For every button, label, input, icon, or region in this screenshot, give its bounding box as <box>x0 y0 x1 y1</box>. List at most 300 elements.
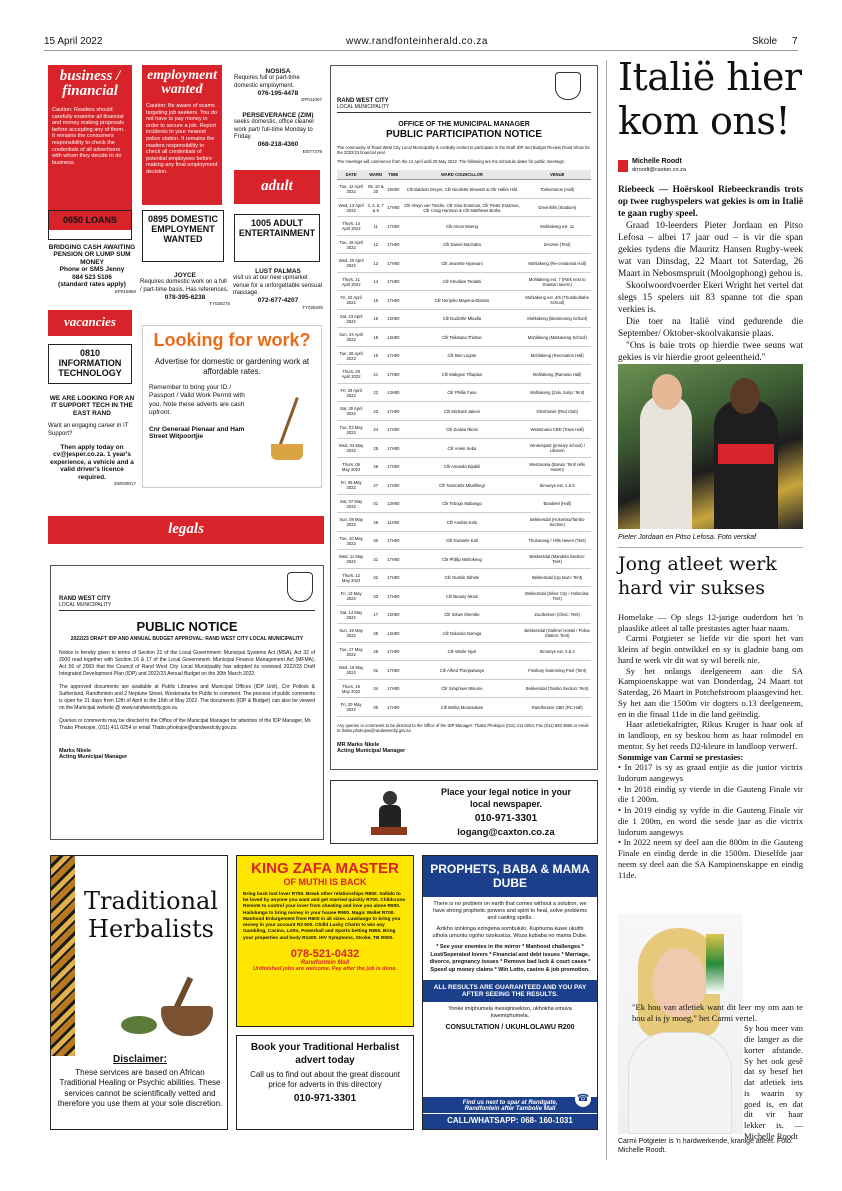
schedule-cell: Thurs, 14 April 2022 <box>337 217 365 236</box>
schedule-cell: 01 <box>365 494 386 513</box>
perseverance-ad <box>234 112 322 154</box>
schedule-cell: 17H00 <box>386 439 400 458</box>
schedule-cell: Sat, 07 May 2022 <box>337 494 365 513</box>
participation-intro: The community of Rand West City Local Municipality is cordially invited to participate in the Draft IDP and Budget Review Road Show for the 2022/23 financial year. <box>337 145 590 156</box>
prophets-p2: Azikho izinkinga ezingena sombululo. Kuphuma kuwe ukuthi uthola umuntu ogoho ozokusiza, Woza kubaba no mama Dube. <box>432 926 588 940</box>
business-heading: business / financial <box>59 68 121 99</box>
schedule-row <box>337 642 591 661</box>
schedule-cell: Sat, 14 May 2022 <box>337 605 365 624</box>
schedule-row <box>337 550 591 569</box>
schedule-cell: Cllr Amos Moeng <box>401 217 524 236</box>
schedule-row <box>337 439 591 458</box>
schedule-row <box>337 217 591 236</box>
schedule-cell: 17H00 <box>386 254 400 273</box>
bridging-title: BRIDGING CASH AWAITING PENSION OR LUMP SUM MONEY <box>48 244 136 266</box>
schedule-cell: Mohlakeng ext. 7 (Park next to Dowson tavern) <box>523 272 591 291</box>
schedule-cell: Sat, 23 April 2022 <box>337 309 365 328</box>
work-address: Cnr Generaal Pienaar and Ham Street Witpoortjie <box>149 425 245 440</box>
schedule-cell: Cllr Dudzelle Mkudla <box>401 309 524 328</box>
book-ad-title: Book your Traditional Herbalist advert today <box>250 1042 400 1066</box>
joyce-ad <box>140 272 230 307</box>
schedule-cell: 17H00 <box>386 568 400 587</box>
schedule-cell: Cllr Phillip Ntshokeng <box>401 550 524 569</box>
schedule-row <box>337 328 591 347</box>
schedule-cell: Mohlakeng (Matsaneng School) <box>523 328 591 347</box>
it-ad <box>48 395 136 487</box>
vacancies-heading: vacancies <box>64 314 116 329</box>
participation-sign-name: MR Marks Nkele <box>337 741 380 748</box>
schedule-cell: 16 <box>365 309 386 328</box>
athlete-ribbon <box>706 934 724 994</box>
it-apply: Then apply today on cv@jesper.co.za. 1 year's experience, a vehicle and a valid driver's licence required. <box>50 443 134 481</box>
schedule-cell: 15 <box>365 291 386 310</box>
article-atleet-subhead: Sommige van Carmi se prestasies: <box>618 751 744 762</box>
schedule-cell: 23 <box>365 402 386 421</box>
prophets-ad <box>422 855 598 1130</box>
bridging-ref: EP015860 <box>114 288 136 294</box>
article-italie-quote: "Ons is baie trots op hierdie twee seuns wat gekies is vir hierdie groot geleentheid." <box>618 341 803 364</box>
disclaimer-heading: Disclaimer: <box>113 1054 167 1065</box>
schedule-cell: Cllr Ben Legote <box>401 346 524 365</box>
achievement-item: • In 2017 is sy as graad entjie as die junior victrix ludorum aangewys <box>618 762 803 784</box>
schedule-cell: Cllr Simphiwe Ntsume <box>401 679 524 698</box>
article-italie-para: Skoolwoordvoerder Ekeri Wright het vertel dat slegs 15 spelers uit 83 spanne tot die span verkies is. <box>618 281 803 316</box>
schedule-cell: Mohlakeng (Beatmoeng School) <box>523 309 591 328</box>
herbalists-box <box>50 855 228 1130</box>
schedule-cell: Cllr Oumile Sithole <box>401 568 524 587</box>
article-atleet-para: Sy het onlangs deelgeneem aan die SA Kampioenskappe wat van Donderdag, 24 Maart tot Saterdag, 26 Maart in Potchefstroom plaasgevind het. Sy het aan die 1500m vir dogters o.13 deelgeneem, en in die finaal 11de in die land geëindig. <box>618 665 803 719</box>
schedule-cell: 17H00 <box>386 420 400 439</box>
schedule-cell: 13H00 <box>386 624 400 643</box>
participation-sign-role: Acting Municipal Manager <box>337 747 406 754</box>
schedule-cell: 22 <box>365 383 386 402</box>
schedule-row <box>337 235 591 254</box>
schedule-cell: Cllr Mabgosi Tlhaplan <box>401 365 524 384</box>
prophets-p1: There is no problem on earth that comes without a solution, we have strong prophetic powers and spirit to heal, solve problems and casting spells. <box>432 900 588 922</box>
article-atleet-para: Carmi Potgieter se liefde vir die sport het van kleins af begin ontwikkel en sy is gladnie bang om hard te werk vir dit wat sy wil bereik nie. <box>618 633 803 665</box>
nosisa-title: NOSISA <box>265 68 291 75</box>
adult-category: 1005 ADULT ENTERTAINMENT <box>234 214 320 262</box>
schedule-cell: Cllr Alwyn van Tonder, Cllr Sina Erasmus, Cllr Pieter Erasmus, Cllr Craig Harrison & Cllr Matthews Botha <box>401 198 524 217</box>
business-financial-box <box>48 65 132 230</box>
schedule-row <box>337 254 591 273</box>
prophets-whatsapp[interactable]: CALL/WHATSAPP: 068- 160-1031 <box>423 1114 597 1129</box>
bridging-body: Phone or SMS Jenny <box>59 266 125 274</box>
article-italie-headline: Italië hier kom ons! <box>618 55 802 143</box>
schedule-cell: Mohlakeng (Zulu Jump: Tent) <box>523 383 591 402</box>
schedule-row <box>337 457 591 476</box>
schedule-cell: 24 <box>365 420 386 439</box>
schedule-cell: 34 <box>365 679 386 698</box>
schedule-cell: 26 <box>365 457 386 476</box>
notice-org: RAND WEST CITY <box>59 596 111 602</box>
schedule-cell: Thurs, 12 May 2022 <box>337 568 365 587</box>
schedule-cell: Cllr Anelisa Kolo <box>401 513 524 532</box>
schedule-cell: Cllr Tsikisana Thlotoe <box>401 328 524 347</box>
perseverance-title: PERSEVERANCE (ZIM) <box>242 112 314 119</box>
lust-title: LUST PALMAS <box>255 268 301 275</box>
schedule-cell: 32 <box>365 568 386 587</box>
schedule-cell: Cllr Baldwin Dreyer, Cllr Nicolette Klewietz & Cllr Hafiet Hild <box>401 180 524 199</box>
issue-date: 15 April 2022 <box>44 36 103 47</box>
king-zafa-location: Randfontein Mall <box>300 959 350 966</box>
bridging-phone: 084 523 5106 <box>72 273 112 281</box>
article-atleet-quote <box>618 1002 803 1142</box>
schedule-cell: Sat, 30 April 2022 <box>337 402 365 421</box>
schedule-header-cell: VENUE <box>523 170 591 180</box>
lust-phone: 072-677-4207 <box>257 297 299 305</box>
legals-banner <box>48 516 324 544</box>
schedule-cell: 17H00 <box>386 698 400 717</box>
adult-heading: adult <box>261 178 293 194</box>
perseverance-body: seeks domestic, office cleaner work part/ full-time Monday to Friday. <box>234 119 315 140</box>
schedule-cell: Cllr Phillie Fasu <box>401 383 524 402</box>
book-ad-phone[interactable]: 010-971-3301 <box>293 1093 357 1104</box>
bridging-note: (standard rates apply) <box>58 281 126 289</box>
schedule-cell: Tue, 12 April 2022 <box>337 180 365 199</box>
book-advert-ad <box>236 1035 414 1130</box>
schedule-cell: 09, 10 & 20 <box>365 180 386 199</box>
schedule-cell: Simunye ext. 2 & 4 <box>523 642 591 661</box>
schedule-cell: Thurs, 19 May 2022 <box>337 679 365 698</box>
schedule-cell: 3, 4, 6, 7 & 8 <box>365 198 386 217</box>
book-ad-body: Call us to find out about the great discount price for adverts in this directory <box>250 1070 400 1089</box>
schedule-row <box>337 624 591 643</box>
schedule-cell: 17H00 <box>386 457 400 476</box>
schedule-cell: 18 <box>365 328 386 347</box>
schedule-cell: Wed, 18 May 2022 <box>337 661 365 680</box>
schedule-cell: Cllr Jeanette Nyamani <box>401 254 524 273</box>
schedule-cell: Wed, 11 May 2022 <box>337 550 365 569</box>
byline-email: drroodt@caxton.co.za <box>632 167 686 173</box>
schedule-cell: Cllr Amanda Bijabili <box>401 457 524 476</box>
schedule-cell: Cllr Khudiwe Tsolatsi <box>401 272 524 291</box>
schedule-cell: 17H00 <box>386 642 400 661</box>
king-zafa-subtitle: OF MUTHI IS BACK <box>283 877 367 887</box>
schedule-cell: Cllr Nonjoho Mapena-Dlamini <box>401 291 524 310</box>
notice-subtitle: 2022/23 DRAFT IDP AND ANNUAL BUDGET APPROVAL: RAND WEST CITY LOCAL MUNICIPALITY <box>70 636 304 642</box>
schedule-cell: Tue, 19 April 2022 <box>337 235 365 254</box>
schedule-row <box>337 365 591 384</box>
achievement-item: • In 2022 neem sy deel aan die 800m in die Gauteng Finale en eindig derde in die 1500m. Dieselfde jaar neem sy deel aan die SA Kampioenskappe en eindig 11de. <box>618 837 803 880</box>
caption-rule <box>618 547 803 548</box>
schedule-header-cell: DATE <box>337 170 365 180</box>
schedule-cell: Sun, 24 April 2022 <box>337 328 365 347</box>
achievement-item: • In 2018 eindig sy vierde in die Gauteng Finale vir die 1 200m. <box>618 783 803 805</box>
schedule-cell: 17H00 <box>386 661 400 680</box>
prophets-list: * See your enemies in the mirror * Manhood challenges * Lost/Seperated lovers * Financial and debt issues * Marriage, divorce, pregnancy issues * Remove bad luck & court cases * Speed up money claims * Win Lotto, casino & job promotion. <box>429 944 591 973</box>
schedule-cell: Fri, 06 May 2022 <box>337 476 365 495</box>
prophets-title: PROPHETS, BABA & MAMA DUBE <box>423 856 597 897</box>
legal-ad-line: Place your legal notice in your local newspaper. <box>440 787 572 809</box>
vacancies-banner <box>48 310 132 336</box>
article-atleet-lede: Homelake — Op slegs 12-jarige ouderdom het 'n plaaslike atleet al talle prestasies agter haar naam. <box>618 612 803 633</box>
schedule-cell: Bekkersdal (Silver City / Holomisa: Tent) <box>523 587 591 606</box>
article-italie-para: Graad 10-leerders Pieter Jordaan en Pitso Lefosa – albei 17 jaar oud – is vir die span gekies tydens die Mauritz Hansen Rugby-week wat van Dinsdag, 22 Maart tot Saterdag, 26 Maart in Nebosmspruit (Moolgophong) gehou is. <box>618 221 803 280</box>
schedule-cell: Bekkersdal (Mandela Section: Tent) <box>523 550 591 569</box>
public-notice <box>50 565 324 840</box>
schedule-cell: Tue, 17 May 2022 <box>337 642 365 661</box>
legal-ad-phone[interactable]: 010-971-3301 <box>474 813 538 824</box>
schedule-cell: 17H00 <box>386 476 400 495</box>
employment-wanted-box <box>142 65 222 205</box>
participation-org: RAND WEST CITY <box>337 98 389 104</box>
participation-office: OFFICE OF THE MUNICIPAL MANAGER <box>398 121 530 128</box>
site-url[interactable]: www.randfonteinherald.co.za <box>346 36 488 47</box>
lust-ad <box>233 268 323 310</box>
schedule-cell: Cllr Kwanele Kali <box>401 531 524 550</box>
bridging-ad <box>48 244 136 294</box>
notice-para-2: The approved documents are available at Public Libraries and Municipal Offices (IDP Unit), Cnr Pollock & Sutherland, Randfontein and 2 Neptune Street, Westonaria for Public to comment. The process of public comments is open for 21 days from 12th of April to the 16th of May 2022. The documents (IDP & Budget) can also be viewed on the Municipal website @ www.randwestcity.gov.za. <box>59 684 315 711</box>
schedule-row <box>337 661 591 680</box>
notice-title: PUBLIC NOTICE <box>136 619 238 634</box>
schedule-cell: 19 <box>365 346 386 365</box>
schedule-row <box>337 346 591 365</box>
mortar-illustration <box>161 976 221 1046</box>
schedule-row <box>337 587 591 606</box>
schedule-cell: Fri, 22 April 2022 <box>337 291 365 310</box>
schedule-cell: 14 <box>365 272 386 291</box>
schedule-cell: Cllr Daniel Machaba <box>401 235 524 254</box>
schedule-cell: Bandelel (Hall) <box>523 494 591 513</box>
schedule-cell: 35 <box>365 624 386 643</box>
it-category: 0810 INFORMATION TECHNOLOGY <box>48 344 132 384</box>
notice-sign-role: Acting Municipal Manager <box>59 754 128 760</box>
schedule-cell: 13 <box>365 254 386 273</box>
player-right <box>714 400 778 529</box>
schedule-cell: 17H00 <box>386 550 400 569</box>
athlete-quote: "Ek hou van atletiek want dit leer my om aan te hou al is jy moeg," het Carmi vertel. <box>632 1002 803 1023</box>
schedule-cell: Cllr Anele Seba <box>401 439 524 458</box>
king-zafa-title: KING ZAFA MASTER <box>251 860 399 877</box>
schedule-cell: Tue, 03 May 2022 <box>337 420 365 439</box>
schedule-row <box>337 272 591 291</box>
schedule-cell: Fri, 20 May 2022 <box>337 698 365 717</box>
tribal-pattern <box>51 856 75 1056</box>
schedule-cell: Tue, 26 April 2022 <box>337 346 365 365</box>
schedule-cell: Toekomsrus (Hall) <box>523 180 591 199</box>
schedule-cell: Bekkersdal (Up town: Tent) <box>523 568 591 587</box>
schedule-cell: 25 <box>365 439 386 458</box>
schedule-cell: Sun, 15 May 2022 <box>337 624 365 643</box>
schedule-cell: Westonaria CBD (Town Hall) <box>523 420 591 439</box>
domestic-category: 0895 DOMESTIC EMPLOYMENT WANTED <box>142 210 224 262</box>
schedule-header-cell: TIME <box>386 170 400 180</box>
schedule-cell: Mohlakeng ext. 4/5 (Thutobuhlahe School) <box>523 291 591 310</box>
prophets-find: Find us next to spar at Randgate, Randfontein after Tambolie Mall <box>423 1097 597 1113</box>
player-left <box>640 394 692 529</box>
king-zafa-tagline: Unfinished jobs are welcome. Pay after the job is done. <box>253 965 397 972</box>
schedule-cell: Westonaria (Borwa: Tent/ Hills Haven) <box>523 457 591 476</box>
schedule-cell: Thurs, 05 May 2022 <box>337 457 365 476</box>
schedule-cell: Thusanang / Hills Haven (Tent) <box>523 531 591 550</box>
schedule-cell: 30 <box>365 531 386 550</box>
schedule-cell: Wed, 04 May 2022 <box>337 439 365 458</box>
schedule-cell: 11H00 <box>386 513 400 532</box>
schedule-row <box>337 531 591 550</box>
schedule-cell: 17H00 <box>386 531 400 550</box>
header-rule <box>44 50 798 51</box>
nosisa-body: Requires full or part-time domestic employment. <box>234 75 300 89</box>
byline-box <box>618 158 803 176</box>
schedule-cell: Cllr Nontombi Mbalithegi <box>401 476 524 495</box>
schedule-cell: Mohlakeng (Ramosa Hall) <box>523 365 591 384</box>
participation-footer: Any queries or comments to be directed to the Office of the IDP Manager: Thabo Phokojoe (011) 411 0254, Fax (011) 693 3665 or email to thabo.phokojoe@randwestcity.gov.za <box>337 722 589 734</box>
participation-title: PUBLIC PARTICIPATION NOTICE <box>385 129 543 140</box>
schedule-cell: 33 <box>365 587 386 606</box>
joyce-phone: 078-395-6238 <box>164 293 206 301</box>
schedule-row <box>337 568 591 587</box>
schedule-cell: Randfontein CBD (RC Hall) <box>523 698 591 717</box>
schedule-cell: 11 <box>365 217 386 236</box>
participation-notice <box>330 65 598 770</box>
schedule-cell: 13H00 <box>386 383 400 402</box>
schedule-cell: Greenhills (Stadium) <box>523 198 591 217</box>
phone-icon: ☎ <box>575 1091 591 1107</box>
column-divider <box>606 60 607 1160</box>
schedule-cell: Cllr Beauty Nkosi <box>401 587 524 606</box>
loans-category: 0650 LOANS <box>48 210 132 240</box>
schedule-cell: 18H00 <box>386 180 400 199</box>
schedule-cell: Bekkersdal (Holomisa/Tambo Section) <box>523 513 591 532</box>
prophets-guarantee: ALL RESULTS ARE GUARANTEED AND YOU PAY AFTER SEEING THE RESULTS. <box>423 980 597 1002</box>
legal-ad-email[interactable]: logang@caxton.co.za <box>457 827 555 838</box>
schedule-cell: 13H00 <box>386 309 400 328</box>
notice-sign-name: Marks Nkele <box>59 748 92 754</box>
lust-ref: TY028290 <box>302 304 323 310</box>
schedule-cell: Mohlakeng (Re-creational Hall) <box>523 254 591 273</box>
schedule-row <box>337 402 591 421</box>
joyce-body: Requires domestic work on a full / part-time basis. Has references. <box>140 279 229 293</box>
schedule-cell: Mohlakeng ext. 11 <box>523 217 591 236</box>
schedule-header-cell: WARD <box>365 170 386 180</box>
broom-illustration <box>269 396 309 466</box>
joyce-ref: TY028275 <box>209 301 230 307</box>
notice-para-3: Queries or comments may be directed to the Office of the Municipal Manager for attention of the IDP Manager, Mr. Thabo Phokojoe, (011) 411 0254 or email Thabo.phokojoe@randwestcity.gov.za. <box>59 718 312 731</box>
byline-marker <box>618 160 628 172</box>
schedule-cell: Cllr Michaeli Jakeni <box>401 402 524 421</box>
work-bring: Remember to bring your ID / Passport / Valid Work Permit with you. Note these adverts are cash upfront. <box>149 383 245 417</box>
schedule-cell: 13H00 <box>386 605 400 624</box>
article-italie-body <box>618 184 803 364</box>
municipal-crest <box>287 572 313 602</box>
article-italie-lede: Riebeeck — Hoërskool Riebeeckrandis trots op twee rugbyspelers wat gekies is om in Italië te gaan rugby speel. <box>618 185 803 220</box>
schedule-header-cell: WARD COUNCILLOR <box>401 170 524 180</box>
rugby-players-photo <box>618 364 803 529</box>
article-atleet-headline: Jong atleet werk hard vir sukses <box>618 553 777 599</box>
work-body: Advertise for domestic or gardening work at affordable rates. <box>154 357 310 377</box>
schedule-cell: 21 <box>365 365 386 384</box>
schedule-cell: 17H00 <box>386 402 400 421</box>
schedule-cell: Cllr Zodwa Nkosi <box>401 420 524 439</box>
schedule-row <box>337 679 591 698</box>
nosisa-ad <box>234 68 322 103</box>
schedule-row <box>337 383 591 402</box>
schedule-row <box>337 180 591 199</box>
schedule-row <box>337 291 591 310</box>
gavel-illustration <box>371 791 407 837</box>
employment-heading: employment wanted <box>147 68 217 97</box>
schedule-row <box>337 698 591 717</box>
schedule-cell: Sun, 08 May 2022 <box>337 513 365 532</box>
schedule-cell: Cllr Nolanda Nomiga <box>401 624 524 643</box>
schedule-row <box>337 420 591 439</box>
king-zafa-phone[interactable]: 078-521-0432 <box>290 947 360 960</box>
it-title: WE ARE LOOKING FOR AN IT SUPPORT TECH IN THE EAST RAND <box>49 395 135 417</box>
schedule-cell: 17H00 <box>386 365 400 384</box>
schedule-cell: Cllr Sizwe Shembe <box>401 605 524 624</box>
schedule-cell: Cllr Belika Mounsakwe <box>401 698 524 717</box>
king-zafa-body: Bring back lost lover R750. Break other relationships R850. Sallido to be loved by anyone you want and get married quickly R700. Childcrano Remote to control your lover from cheating and love you alone R900. Hailulunga to bring money in your house R900. Magic Wallet R700. Manhood Enlargement from R600 in all sizes. Luwilango to bring you money in your account R3 600. Chilld Lucky Charm to win any Gambling, Casino, Lotto, Powerball and Sports betting R850. Bring your properties and body R1400. HIV Symptoms, Stroke, TB R900. <box>243 892 406 941</box>
participation-org-sub: LOCAL MUNICIPALITY <box>337 104 591 113</box>
schedule-cell: Bekkersdal (Outline/ Hostel / Police Station: Tent) <box>523 624 591 643</box>
business-caution: Caution: Readers should carefully examine all financial and money making proposals before accepting any of them. It remains the consumers responsibility to check the credentials of all advertisers with whom they decide to do business. <box>52 107 125 166</box>
schedule-cell: Simunye ext. 1 & 5 <box>523 476 591 495</box>
page-number: 7 <box>792 36 798 47</box>
article-atleet-closing: Sy hou meer van die langer as die korter afstande. Sy het ook gesê dat sy besef het dat atletiek iets is waarin sy goed is, en dat dit vir haar lekker is. — Michelle Roodt <box>744 1023 803 1141</box>
article-italie-para: Die toer na Italië vind gedurende die September/ Oktober-skoolvakansie plaas. <box>618 317 803 340</box>
prophets-zulu: Yonke imiphumela inesiqinisekiso, ukhokha emuva kwemiphumela. <box>448 1006 572 1020</box>
schedule-row <box>337 494 591 513</box>
king-zafa-ad <box>236 855 414 1027</box>
lust-body: visit us at our new upmarket venue for a unforgettable sensual massage. <box>233 275 323 296</box>
meeting-schedule-table <box>337 170 591 717</box>
schedule-cell: Cllr Alfred Thenjiwiwayo <box>401 661 524 680</box>
schedule-row <box>337 513 591 532</box>
work-heading: Looking for work? <box>153 330 311 350</box>
employment-caution: Caution: Be aware of scams targeting job seekers. You do not have to pay money in order to secure a job. Report incidents to your nearest police station. It remains the readers responsibility to check all credentials of potential employees before making any final employment decision. <box>146 103 218 175</box>
disclaimer-text: These services are based on African Traditional Healing or Psychic abilities. These services cannot be scientifically vetted and therefore you use them at your sole discretion. <box>57 1068 223 1109</box>
schedule-cell: 17H00 <box>386 679 400 698</box>
schedule-cell: 28 <box>365 642 386 661</box>
notice-para-1: Notice is hereby given in terms of Section 21 of the Local Government: Municipal Systems Act (MSA), Act 32 of 2000 read together with Section 16 & 17 of the Local Government: Municipal Finance Management Act (MFMA), Act 56 of 2003 that the Council of Rand West City Local Municipality has adopted its reviewed 2022/23 Draft Integrated Development Plan (IDP) and 2022/23 Annual Budget on the 30th March 2022. <box>59 650 315 677</box>
schedule-cell: 12 <box>365 235 386 254</box>
schedule-cell: Cllr Winile Njuri <box>401 642 524 661</box>
it-ref: ZW029017 <box>113 481 136 487</box>
schedule-cell: Zenzele (Tent) <box>523 235 591 254</box>
schedule-row <box>337 198 591 217</box>
schedule-cell: 17H00 <box>386 346 400 365</box>
herbalists-title: Traditional Herbalists <box>83 887 219 943</box>
nosisa-ref: EP011007 <box>301 97 322 103</box>
joyce-title: JOYCE <box>173 272 197 279</box>
schedule-cell: 17H00 <box>386 235 400 254</box>
schedule-cell: Zuurbekom (Clinic: Tent) <box>523 605 591 624</box>
schedule-cell: 17H00 <box>386 272 400 291</box>
schedule-cell: Fri, 29 April 2022 <box>337 383 365 402</box>
participation-intro-2: The meetings will commence from the 12 April until 20 May 2022. The following are the schedule dates for public meetings: <box>337 158 565 164</box>
schedule-cell: 05 <box>365 698 386 717</box>
schedule-cell: Thurs, 28 April 2022 <box>337 365 365 384</box>
athlete-photo-caption: Carmi Potgieter is 'n hardwerkende, kranige atleet. Foto: Michelle Roodt. <box>618 1138 793 1155</box>
legal-notice-ad <box>330 780 598 844</box>
schedule-cell: Cllr Tebogo Mabango <box>401 494 524 513</box>
nosisa-phone: 076-195-4478 <box>257 89 299 97</box>
schedule-cell: Wed, 13 April 2022 <box>337 198 365 217</box>
byline-name: Michelle Roodt <box>632 158 682 165</box>
schedule-cell: 27 <box>365 476 386 495</box>
looking-for-work-ad <box>142 325 322 488</box>
schedule-cell: Fri, 13 May 2022 <box>337 587 365 606</box>
schedule-cell: 17H00 <box>386 587 400 606</box>
achievement-item: • In 2019 eindig sy vyfde in die Gauteng Finale vir die 1 200m, en word die sesde jaar as die victrix ludorum aangewys <box>618 805 803 837</box>
rugby-photo-caption: Pieter Jordaan en Pitso Lefosa. Foto verskaf <box>618 534 757 541</box>
schedule-cell: 13H00 <box>386 328 400 347</box>
schedule-cell: Venterspost (primary school) / Libanon <box>523 439 591 458</box>
schedule-row <box>337 309 591 328</box>
schedule-row <box>337 605 591 624</box>
schedule-cell: 13H00 <box>386 494 400 513</box>
